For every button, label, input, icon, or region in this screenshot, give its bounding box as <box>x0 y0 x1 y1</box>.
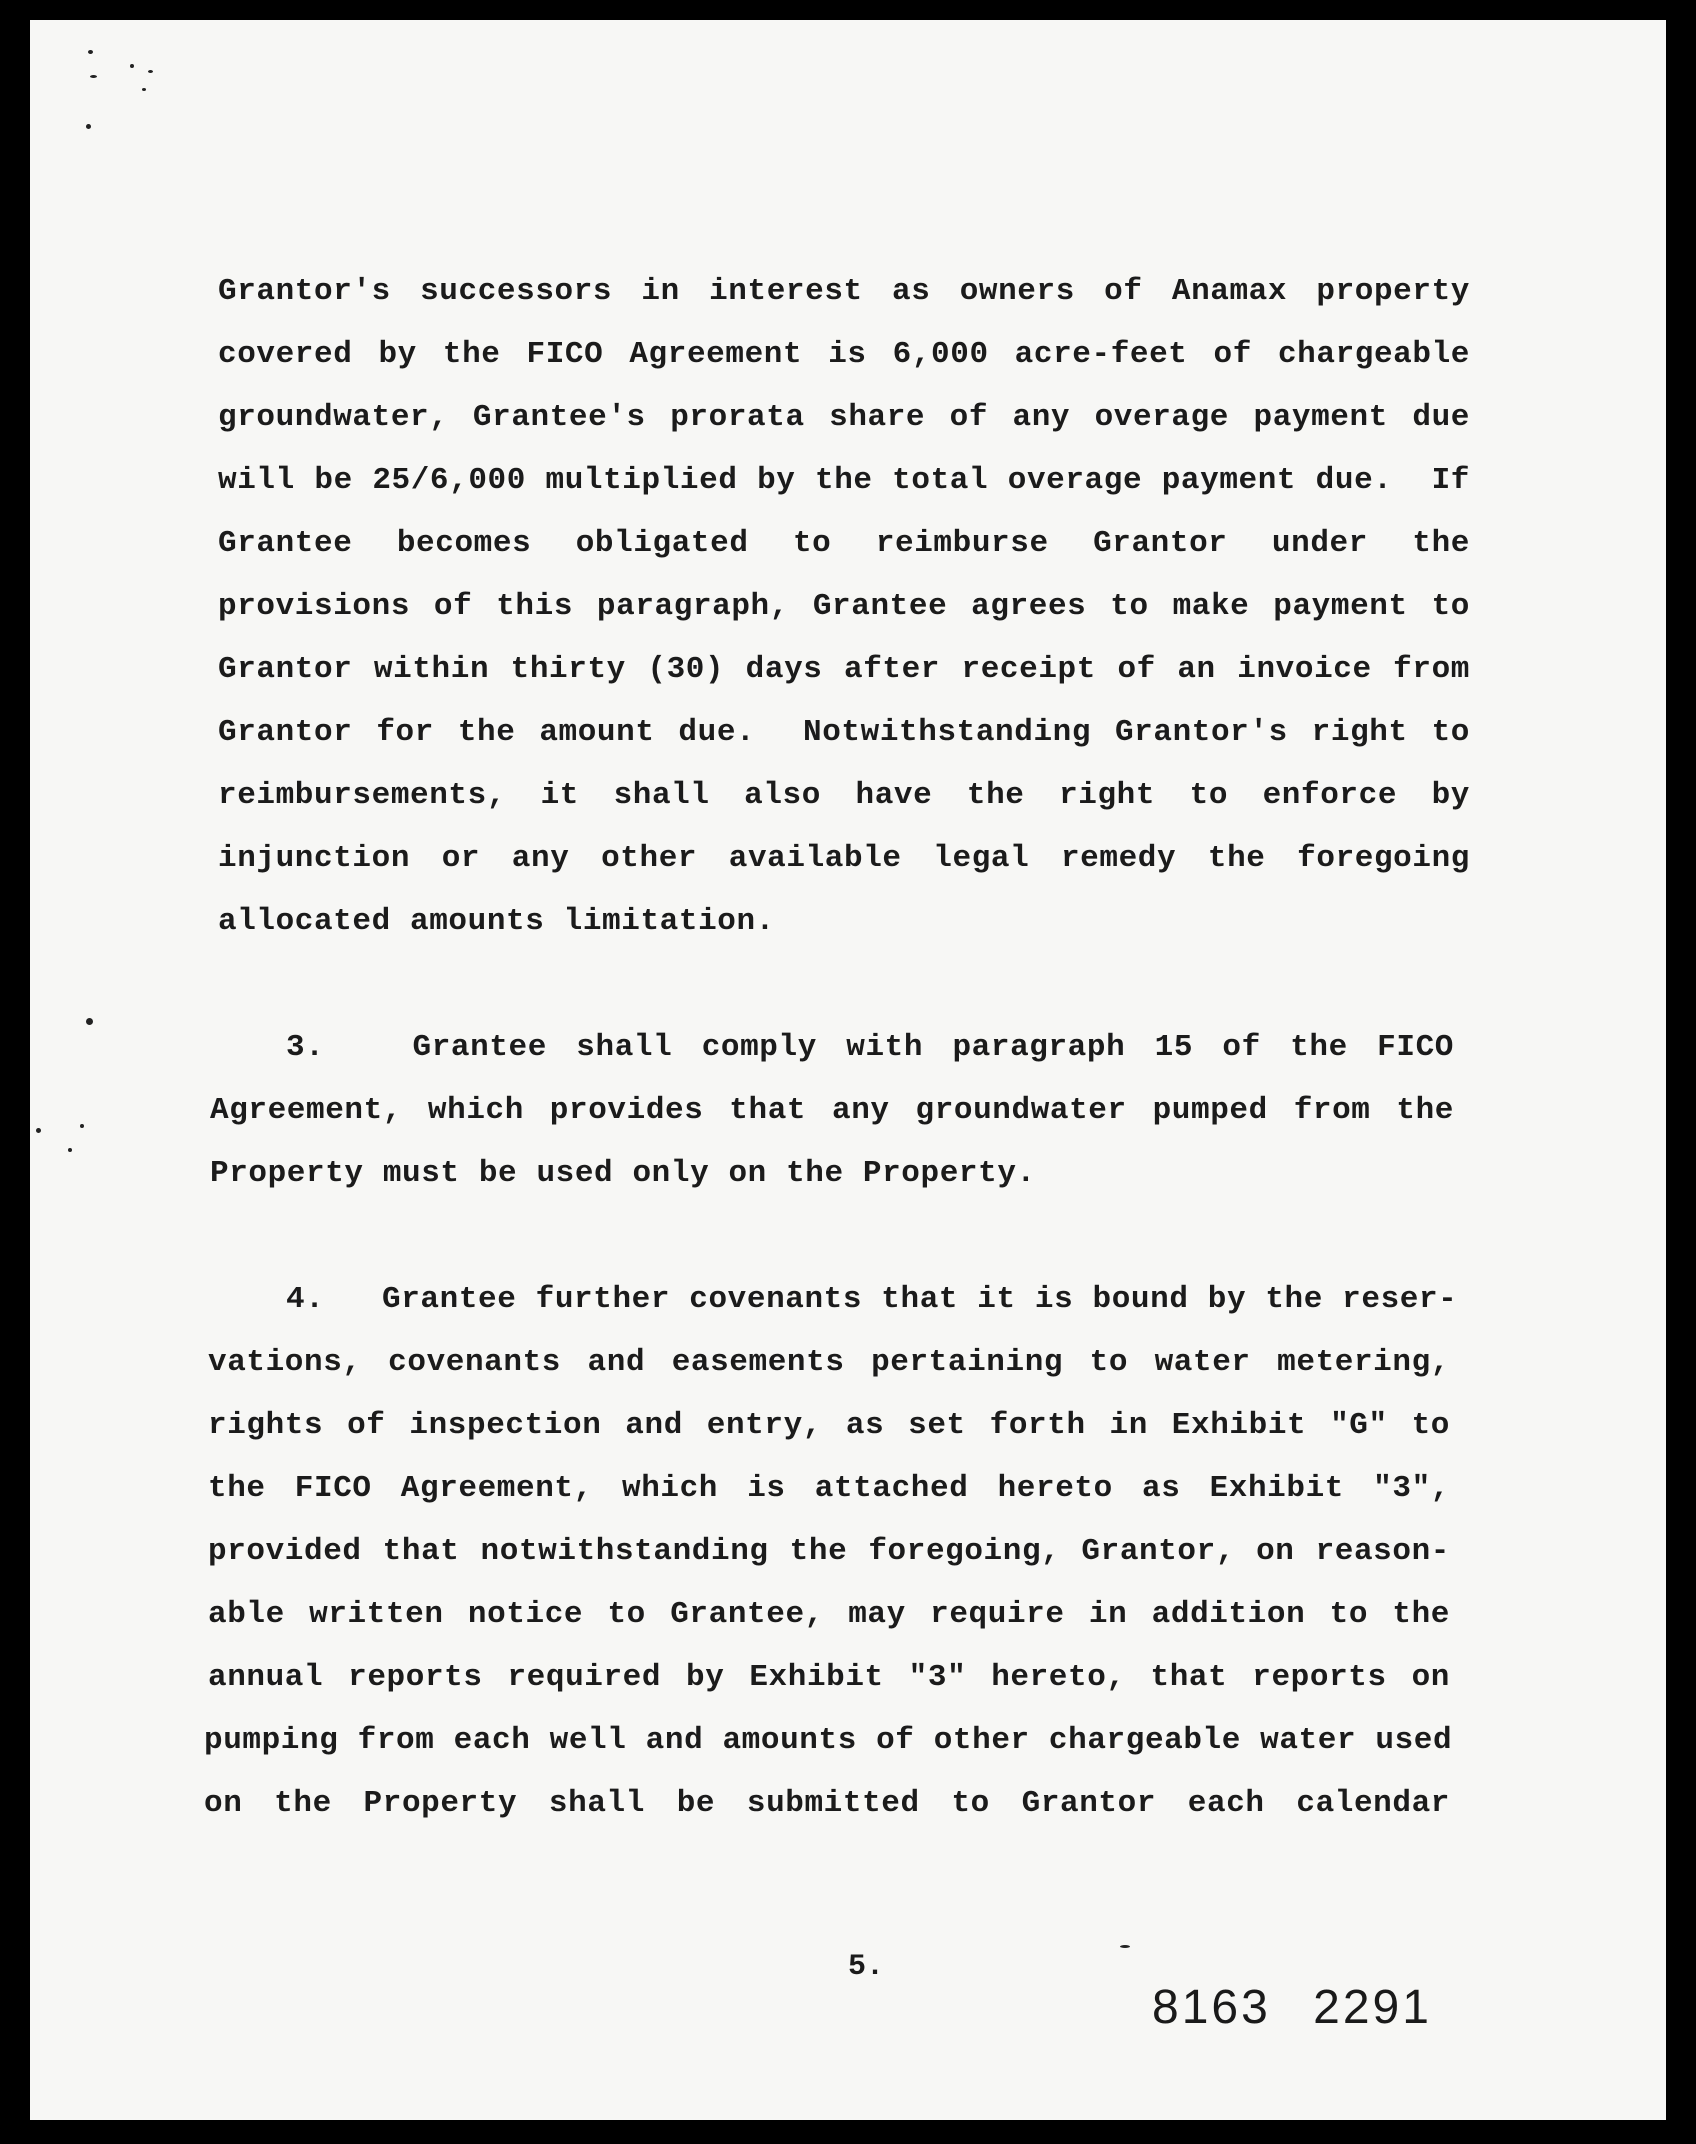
document-reference-number: 8163 2291 <box>1152 1981 1432 2034</box>
scan-speck <box>86 124 91 129</box>
text-line: groundwater, Grantee's prorata share of any overage payment due <box>218 400 1470 435</box>
scan-speck <box>88 50 93 54</box>
text-line: annual reports required by Exhibit "3" hereto, that reports on <box>208 1660 1450 1695</box>
paragraph-3-first-line: 3. Grantee shall comply with paragraph 15 of the FICO <box>286 1030 1454 1065</box>
scan-speck <box>80 1124 84 1128</box>
text-line: Grantor for the amount due. Notwithstanding Grantor's right to <box>218 715 1470 750</box>
text-line: provisions of this paragraph, Grantee agrees to make payment to <box>218 589 1470 624</box>
text-line: Grantor within thirty (30) days after receipt of an invoice from <box>218 652 1470 687</box>
text-line: Agreement, which provides that any groundwater pumped from the <box>210 1093 1454 1128</box>
text-line: on the Property shall be submitted to Grantor each calendar <box>204 1786 1450 1821</box>
scan-speck <box>90 75 97 78</box>
scan-speck <box>1120 1945 1130 1948</box>
text-line: Grantee becomes obligated to reimburse Grantor under the <box>218 526 1470 561</box>
scan-speck <box>68 1148 72 1152</box>
text-line: allocated amounts limitation. <box>218 904 775 939</box>
document-page <box>30 20 1666 2120</box>
scan-speck <box>130 64 134 68</box>
scan-speck <box>86 1018 93 1025</box>
text-line: Property must be used only on the Property. <box>210 1156 1036 1191</box>
text-line: reimbursements, it shall also have the right to enforce by <box>218 778 1470 813</box>
scan-top-border <box>0 0 1696 20</box>
page-number: 5. <box>848 1950 885 1984</box>
text-line: the FICO Agreement, which is attached hereto as Exhibit "3", <box>208 1471 1450 1506</box>
scan-speck <box>148 70 153 73</box>
scan-speck <box>36 1128 41 1133</box>
paragraph-4-first-line: 4. Grantee further covenants that it is bound by the reser- <box>286 1282 1458 1317</box>
text-line: provided that notwithstanding the foregoing, Grantor, on reason- <box>208 1534 1450 1569</box>
text-line: injunction or any other available legal remedy the foregoing <box>218 841 1470 876</box>
text-line: pumping from each well and amounts of other chargeable water used <box>204 1723 1453 1758</box>
text-line: will be 25/6,000 multiplied by the total overage payment due. If <box>218 463 1470 498</box>
scan-speck <box>142 88 146 91</box>
text-line: Grantor's successors in interest as owners of Anamax property <box>218 274 1470 309</box>
text-line: able written notice to Grantee, may require in addition to the <box>208 1597 1450 1632</box>
text-line: covered by the FICO Agreement is 6,000 acre-feet of chargeable <box>218 337 1470 372</box>
text-line: rights of inspection and entry, as set forth in Exhibit "G" to <box>208 1408 1450 1443</box>
text-line: vations, covenants and easements pertaining to water metering, <box>208 1345 1450 1380</box>
